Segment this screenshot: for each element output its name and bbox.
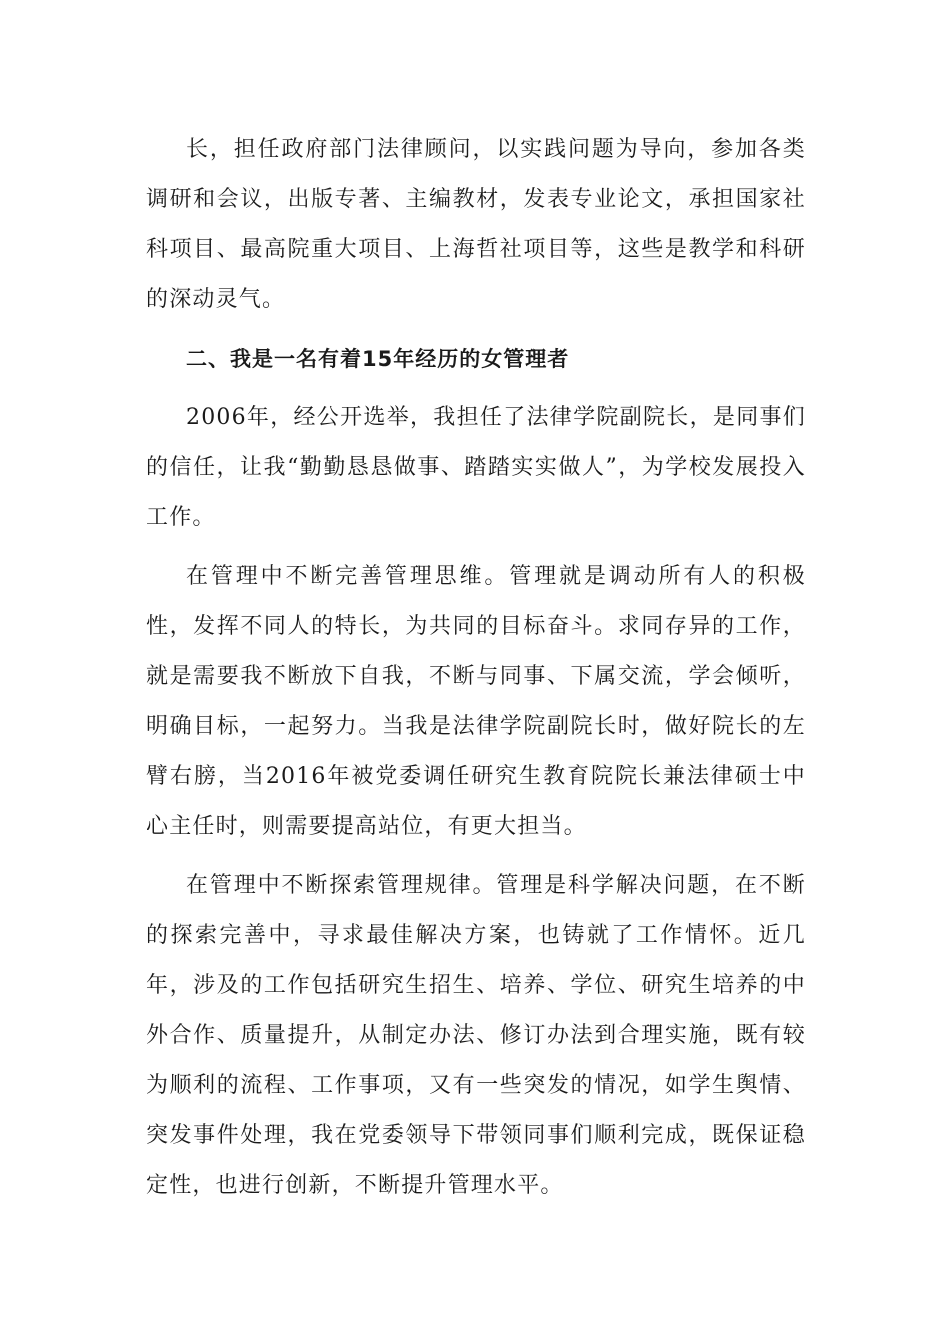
paragraph-gap [146, 384, 806, 393]
paragraph-election-2006: 2006年，经公开选举，我担任了法律学院副院长，是同事们的信任，让我“勤勤恳恳做事、踏踏实实做人”，为学校发展投入工作。 [146, 405, 806, 530]
paragraph-management-rules: 在管理中不断探索管理规律。管理是科学解决问题，在不断的探索完善中，寻求最佳解决方案，也铸就了工作情怀。近几年，涉及的工作包括研究生招生、培养、学位、研究生培养的中外合作、质量提升，从制定办法、修订办法到合理实施，既有较为顺利的流程、工作事项，又有一些突发的情况，如学生舆情、突发事件处理，我在党委领导下带领同事们顺利完成，既保证稳定性，也进行创新，不断提升管理水平。 [146, 873, 806, 1198]
paragraph-gap [146, 543, 806, 552]
paragraph-gap [146, 325, 806, 334]
paragraph-research-practice: 长，担任政府部门法律顾问，以实践问题为导向，参加各类调研和会议，出版专著、主编教材，发表专业论文，承担国家社科项目、最高院重大项目、上海哲社项目等，这些是教学和科研的深动灵气。 [146, 137, 806, 312]
paragraph-gap [146, 852, 806, 861]
paragraph-management-thinking: 在管理中不断完善管理思维。管理就是调动所有人的积极性，发挥不同人的特长，为共同的目标奋斗。求同存异的工作，就是需要我不断放下自我，不断与同事、下属交流，学会倾听，明确目标，一起努力。当我是法律学院副院长时，做好院长的左臂右膀，当2016年被党委调任研究生教育院院长兼法律硕士中心主任时，则需要提高站位，有更大担当。 [146, 564, 806, 839]
document-body [146, 125, 806, 1211]
section-heading-manager: 二、我是一名有着15年经历的女管理者 [186, 347, 570, 371]
